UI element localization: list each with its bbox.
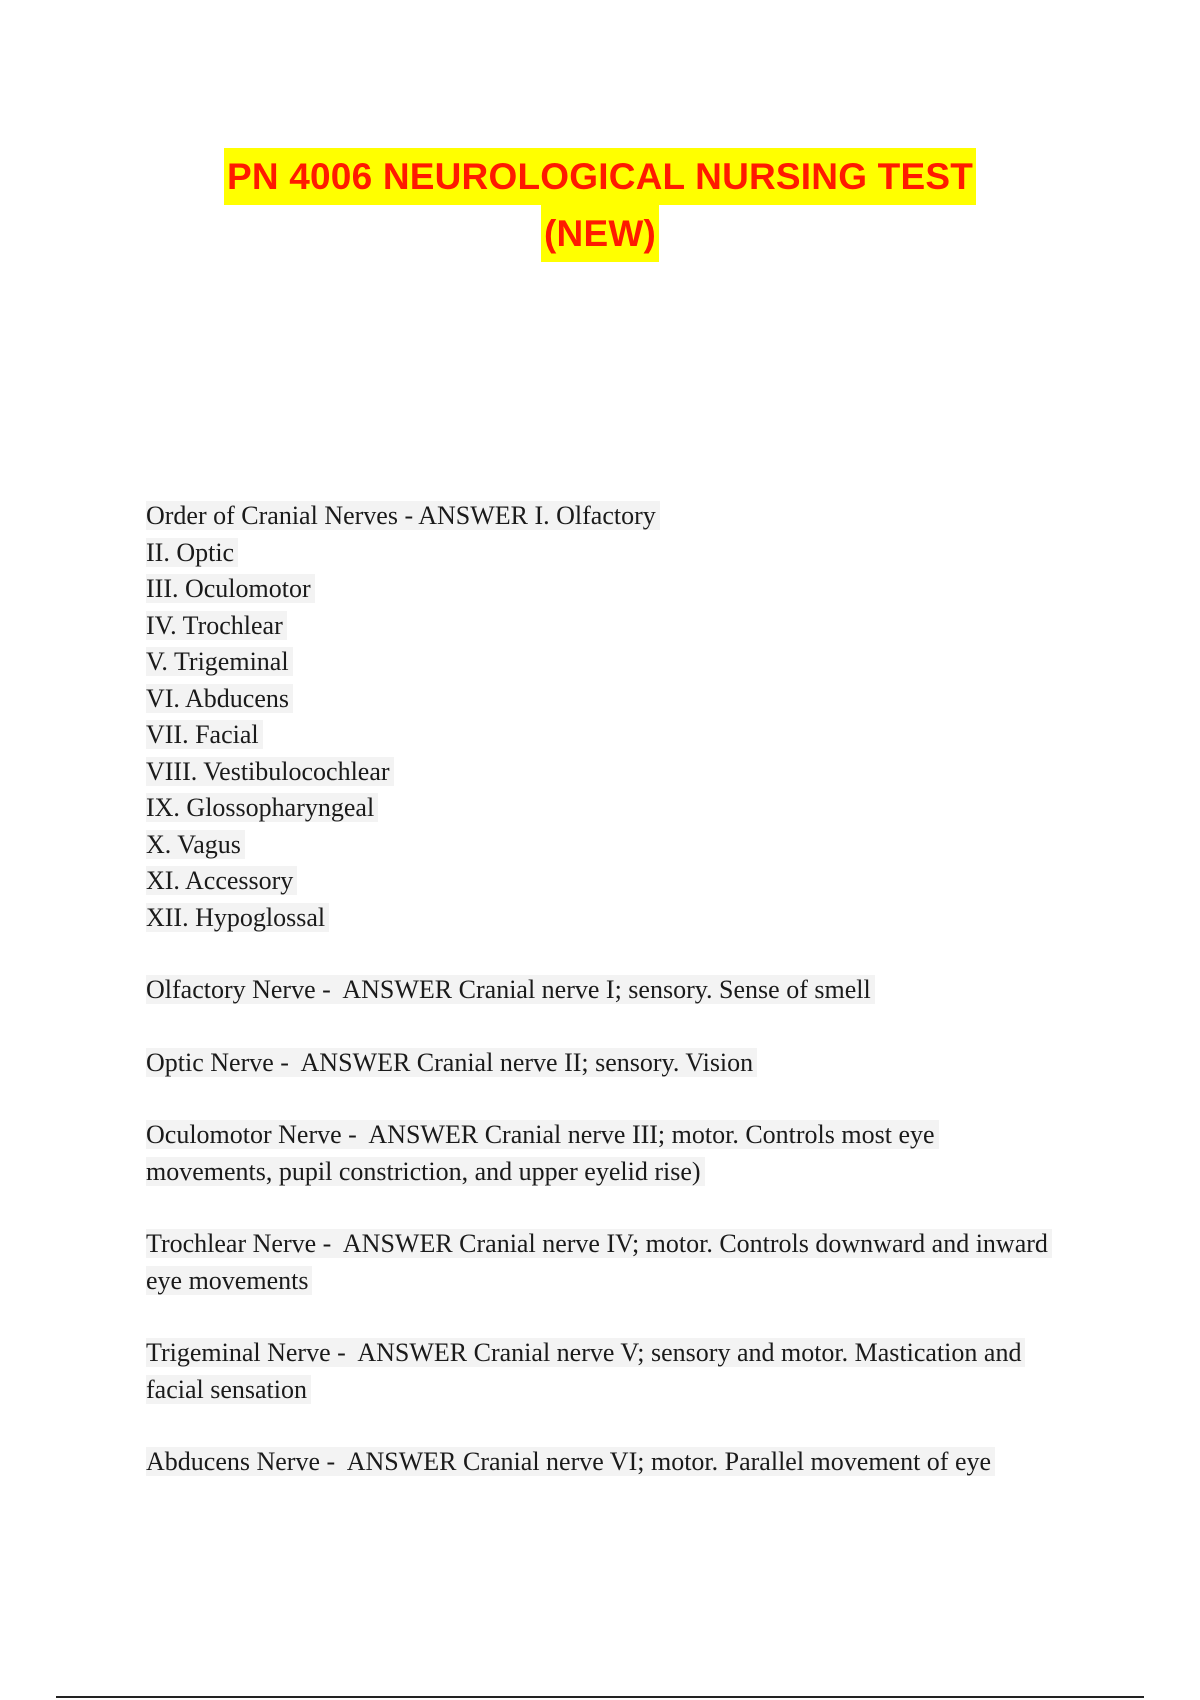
page-bottom-rule (56, 1696, 1144, 1698)
qa-oculomotor (146, 1117, 1066, 1190)
qa-term: Optic Nerve - (146, 1047, 289, 1077)
answer-label: ANSWER (342, 1229, 453, 1258)
qa-term: Trigeminal Nerve - (146, 1338, 346, 1367)
qa-answer: Cranial nerve V; sensory and motor. Mastication and facial sensation (146, 1338, 1022, 1404)
list-item: XI. Accessory (146, 863, 1066, 900)
answer-label: ANSWER (357, 1338, 468, 1367)
document-body (146, 498, 1066, 1517)
list-item: XII. Hypoglossal (146, 900, 1066, 937)
answer-label: ANSWER (342, 975, 453, 1004)
qa-olfactory (146, 972, 1066, 1009)
answer-label: ANSWER (300, 1047, 411, 1077)
qa-answer: Cranial nerve IV; motor. Controls downward and inward eye movements (146, 1229, 1048, 1295)
list-item: III. Oculomotor (146, 571, 1066, 608)
qa-optic (146, 1045, 1066, 1082)
list-item: V. Trigeminal (146, 644, 1066, 681)
title-line-2: (NEW) (541, 205, 659, 262)
answer-label: ANSWER (418, 501, 528, 530)
cranial-order-header (146, 498, 1066, 535)
list-item: VIII. Vestibulocochlear (146, 754, 1066, 791)
document-title (0, 148, 1200, 262)
cranial-nerve-order (146, 498, 1066, 936)
qa-term: Abducens Nerve - (146, 1447, 336, 1476)
qa-answer: Cranial nerve I; sensory. Sense of smell (458, 975, 871, 1004)
qa-term: Trochlear Nerve - (146, 1229, 332, 1258)
qa-term: Oculomotor Nerve - (146, 1120, 357, 1149)
list-item: VI. Abducens (146, 681, 1066, 718)
answer-label: ANSWER (368, 1120, 479, 1149)
qa-answer: Cranial nerve III; motor. Controls most eye movements, pupil constriction, and upper eyelid rise) (146, 1120, 935, 1186)
qa-abducens (146, 1444, 1066, 1481)
title-line-1: PN 4006 NEUROLOGICAL NURSING TEST (224, 148, 976, 205)
list-item: II. Optic (146, 535, 1066, 572)
qa-trigeminal (146, 1335, 1066, 1408)
list-item: VII. Facial (146, 717, 1066, 754)
qa-term: Olfactory Nerve - (146, 975, 331, 1004)
cranial-order-term: Order of Cranial Nerves - (146, 501, 414, 530)
list-item: X. Vagus (146, 827, 1066, 864)
list-item: IV. Trochlear (146, 608, 1066, 645)
answer-label: ANSWER (346, 1447, 457, 1476)
qa-trochlear (146, 1226, 1066, 1299)
cranial-order-first: I. Olfactory (534, 501, 656, 530)
list-item: IX. Glossopharyngeal (146, 790, 1066, 827)
qa-answer: Cranial nerve II; sensory. Vision (416, 1047, 754, 1077)
qa-answer: Cranial nerve VI; motor. Parallel movement of eye (463, 1447, 992, 1476)
